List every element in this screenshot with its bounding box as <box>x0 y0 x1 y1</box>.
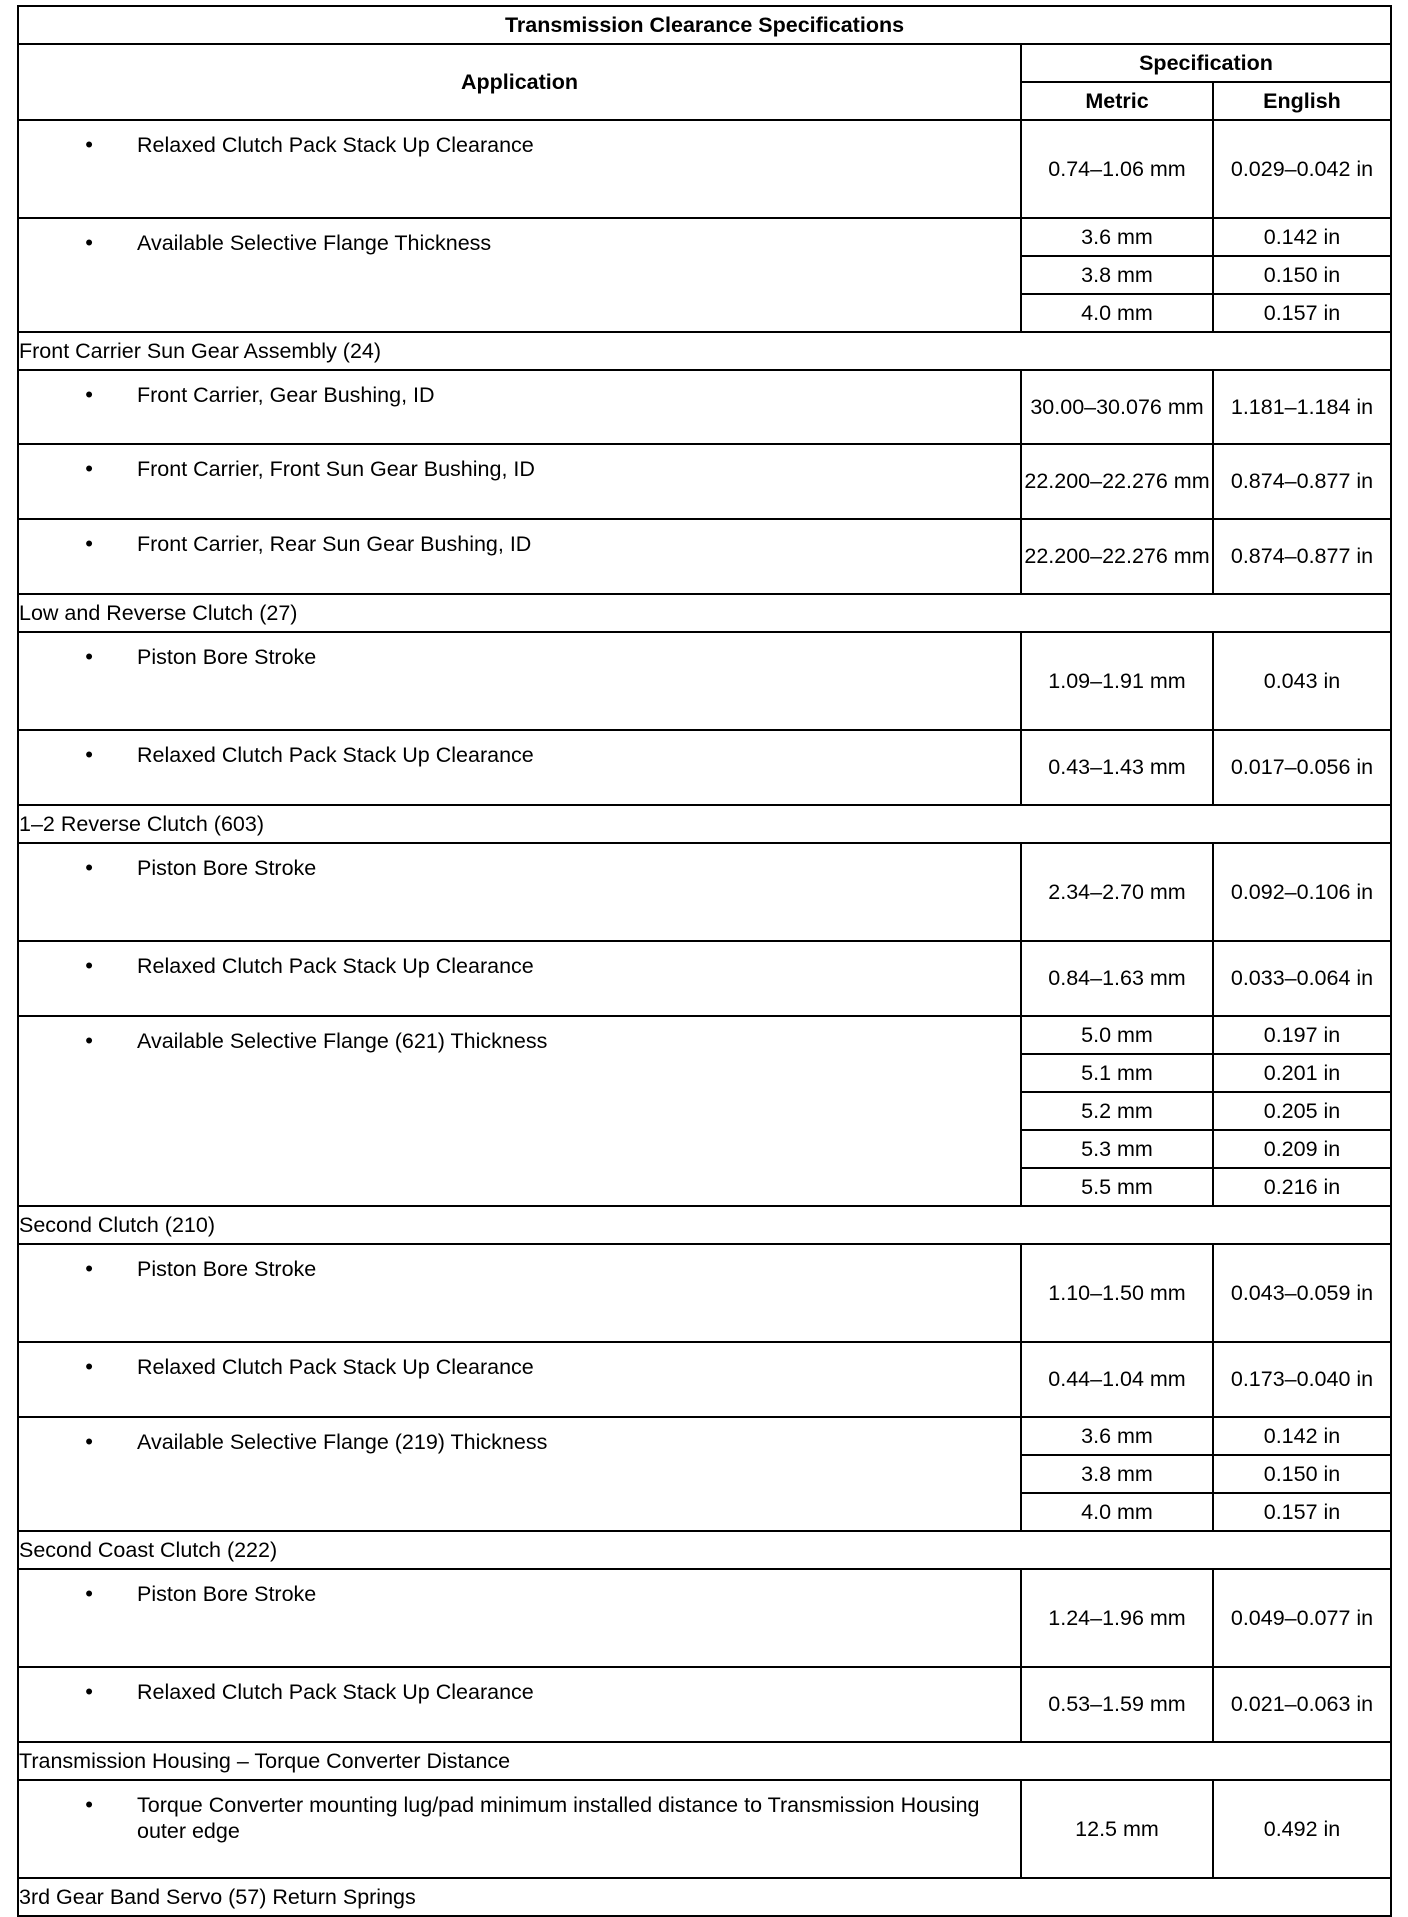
application-label: Front Carrier, Gear Bushing, ID <box>137 383 435 407</box>
section-row <box>18 1742 1391 1780</box>
metric-header: Metric <box>1021 82 1213 120</box>
english-value: 0.017–0.056 in <box>1213 730 1391 805</box>
metric-value: 5.5 mm <box>1021 1168 1213 1206</box>
bullet-item <box>19 371 1020 409</box>
section-row <box>18 1206 1391 1244</box>
table-row <box>18 1342 1391 1417</box>
metric-value: 0.74–1.06 mm <box>1021 120 1213 218</box>
bullet-icon: • <box>85 742 93 767</box>
english-value: 0.216 in <box>1213 1168 1391 1206</box>
table-row <box>18 1667 1391 1742</box>
application-cell <box>18 519 1021 594</box>
application-cell <box>18 730 1021 805</box>
application-label: Relaxed Clutch Pack Stack Up Clearance <box>137 743 534 767</box>
application-label: Front Carrier, Rear Sun Gear Bushing, ID <box>137 532 532 556</box>
english-value: 0.142 in <box>1213 1417 1391 1455</box>
application-label: Relaxed Clutch Pack Stack Up Clearance <box>137 1355 534 1379</box>
application-cell <box>18 370 1021 444</box>
table-row <box>18 632 1391 730</box>
english-value: 0.197 in <box>1213 1016 1391 1054</box>
specification-header: Specification <box>1021 44 1391 82</box>
application-cell <box>18 632 1021 730</box>
metric-value: 3.6 mm <box>1021 218 1213 256</box>
application-cell <box>18 120 1021 218</box>
application-label: Relaxed Clutch Pack Stack Up Clearance <box>137 954 534 978</box>
metric-value: 5.1 mm <box>1021 1054 1213 1092</box>
application-label: Relaxed Clutch Pack Stack Up Clearance <box>137 133 534 157</box>
metric-value: 3.8 mm <box>1021 256 1213 294</box>
english-value: 0.874–0.877 in <box>1213 444 1391 519</box>
section-row <box>18 1878 1391 1916</box>
metric-value: 1.09–1.91 mm <box>1021 632 1213 730</box>
application-label: Piston Bore Stroke <box>137 856 317 880</box>
english-value: 0.029–0.042 in <box>1213 120 1391 218</box>
spec-table <box>17 5 1392 1917</box>
metric-value: 12.5 mm <box>1021 1780 1213 1878</box>
bullet-icon: • <box>85 953 93 978</box>
english-value: 1.181–1.184 in <box>1213 370 1391 444</box>
application-cell <box>18 843 1021 941</box>
application-label: Torque Converter mounting lug/pad minimum installed distance to Transmission Housing outer edge <box>137 1793 980 1843</box>
metric-value: 1.10–1.50 mm <box>1021 1244 1213 1342</box>
bullet-item <box>19 1418 1020 1456</box>
section-title: Transmission Housing – Torque Converter Distance <box>18 1742 1391 1780</box>
metric-value: 3.8 mm <box>1021 1455 1213 1493</box>
english-value: 0.043 in <box>1213 632 1391 730</box>
english-value: 0.874–0.877 in <box>1213 519 1391 594</box>
application-cell <box>18 1417 1021 1531</box>
bullet-icon: • <box>85 1581 93 1606</box>
bullet-item <box>19 633 1020 671</box>
application-label: Front Carrier, Front Sun Gear Bushing, ID <box>137 457 535 481</box>
english-value: 0.492 in <box>1213 1780 1391 1878</box>
table-body <box>18 120 1391 1916</box>
application-cell <box>18 218 1021 332</box>
section-title: Second Coast Clutch (222) <box>18 1531 1391 1569</box>
bullet-item <box>19 121 1020 159</box>
english-value: 0.142 in <box>1213 218 1391 256</box>
bullet-item <box>19 520 1020 558</box>
bullet-item <box>19 1570 1020 1608</box>
section-row <box>18 332 1391 370</box>
application-label: Relaxed Clutch Pack Stack Up Clearance <box>137 1680 534 1704</box>
english-value: 0.049–0.077 in <box>1213 1569 1391 1667</box>
metric-value: 1.24–1.96 mm <box>1021 1569 1213 1667</box>
english-value: 0.033–0.064 in <box>1213 941 1391 1016</box>
english-value: 0.157 in <box>1213 294 1391 332</box>
table-header <box>18 6 1391 120</box>
bullet-item <box>19 731 1020 769</box>
table-row <box>18 1244 1391 1342</box>
bullet-icon: • <box>85 1028 93 1053</box>
table-row <box>18 519 1391 594</box>
bullet-icon: • <box>85 644 93 669</box>
application-label: Available Selective Flange Thickness <box>137 231 492 255</box>
application-cell <box>18 1780 1021 1878</box>
metric-value: 5.0 mm <box>1021 1016 1213 1054</box>
metric-value: 22.200–22.276 mm <box>1021 519 1213 594</box>
table-row <box>18 1780 1391 1878</box>
english-value: 0.021–0.063 in <box>1213 1667 1391 1742</box>
english-header: English <box>1213 82 1391 120</box>
bullet-icon: • <box>85 230 93 255</box>
table-row <box>18 730 1391 805</box>
application-label: Piston Bore Stroke <box>137 645 317 669</box>
english-value: 0.157 in <box>1213 1493 1391 1531</box>
bullet-item <box>19 1017 1020 1055</box>
bullet-item <box>19 219 1020 257</box>
english-value: 0.205 in <box>1213 1092 1391 1130</box>
section-title: Front Carrier Sun Gear Assembly (24) <box>18 332 1391 370</box>
metric-value: 0.84–1.63 mm <box>1021 941 1213 1016</box>
metric-value: 2.34–2.70 mm <box>1021 843 1213 941</box>
application-cell <box>18 1569 1021 1667</box>
bullet-icon: • <box>85 1429 93 1454</box>
section-title: Second Clutch (210) <box>18 1206 1391 1244</box>
metric-value: 4.0 mm <box>1021 294 1213 332</box>
metric-value: 5.2 mm <box>1021 1092 1213 1130</box>
application-label: Piston Bore Stroke <box>137 1257 317 1281</box>
bullet-icon: • <box>85 1354 93 1379</box>
table-row <box>18 941 1391 1016</box>
section-row <box>18 594 1391 632</box>
bullet-icon: • <box>85 1679 93 1704</box>
table-row <box>18 1016 1391 1054</box>
english-value: 0.150 in <box>1213 256 1391 294</box>
metric-value: 0.53–1.59 mm <box>1021 1667 1213 1742</box>
application-cell <box>18 1244 1021 1342</box>
section-row <box>18 1531 1391 1569</box>
bullet-item <box>19 1668 1020 1706</box>
table-row <box>18 843 1391 941</box>
metric-value: 30.00–30.076 mm <box>1021 370 1213 444</box>
metric-value: 22.200–22.276 mm <box>1021 444 1213 519</box>
application-cell <box>18 1342 1021 1417</box>
bullet-item <box>19 445 1020 483</box>
bullet-item <box>19 1245 1020 1283</box>
table-row <box>18 218 1391 256</box>
english-value: 0.201 in <box>1213 1054 1391 1092</box>
bullet-icon: • <box>85 855 93 880</box>
metric-value: 3.6 mm <box>1021 1417 1213 1455</box>
application-label: Available Selective Flange (219) Thickness <box>137 1430 548 1454</box>
metric-value: 0.44–1.04 mm <box>1021 1342 1213 1417</box>
application-cell <box>18 444 1021 519</box>
application-cell <box>18 1016 1021 1206</box>
application-cell <box>18 941 1021 1016</box>
bullet-icon: • <box>85 1792 93 1817</box>
section-title: Low and Reverse Clutch (27) <box>18 594 1391 632</box>
application-label: Available Selective Flange (621) Thickness <box>137 1029 548 1053</box>
bullet-icon: • <box>85 1256 93 1281</box>
bullet-icon: • <box>85 382 93 407</box>
table-row <box>18 444 1391 519</box>
application-cell <box>18 1667 1021 1742</box>
bullet-icon: • <box>85 456 93 481</box>
metric-value: 4.0 mm <box>1021 1493 1213 1531</box>
application-header: Application <box>18 44 1021 120</box>
bullet-icon: • <box>85 132 93 157</box>
bullet-icon: • <box>85 531 93 556</box>
bullet-item <box>19 844 1020 882</box>
table-row <box>18 1569 1391 1667</box>
section-title: 3rd Gear Band Servo (57) Return Springs <box>18 1878 1391 1916</box>
english-value: 0.043–0.059 in <box>1213 1244 1391 1342</box>
bullet-item <box>19 1781 1020 1845</box>
english-value: 0.092–0.106 in <box>1213 843 1391 941</box>
table-title: Transmission Clearance Specifications <box>18 6 1391 44</box>
metric-value: 0.43–1.43 mm <box>1021 730 1213 805</box>
application-label: Piston Bore Stroke <box>137 1582 317 1606</box>
english-value: 0.209 in <box>1213 1130 1391 1168</box>
metric-value: 5.3 mm <box>1021 1130 1213 1168</box>
table-row <box>18 1417 1391 1455</box>
section-row <box>18 805 1391 843</box>
english-value: 0.150 in <box>1213 1455 1391 1493</box>
english-value: 0.173–0.040 in <box>1213 1342 1391 1417</box>
bullet-item <box>19 942 1020 980</box>
table-row <box>18 370 1391 444</box>
bullet-item <box>19 1343 1020 1381</box>
table-row <box>18 120 1391 218</box>
section-title: 1–2 Reverse Clutch (603) <box>18 805 1391 843</box>
